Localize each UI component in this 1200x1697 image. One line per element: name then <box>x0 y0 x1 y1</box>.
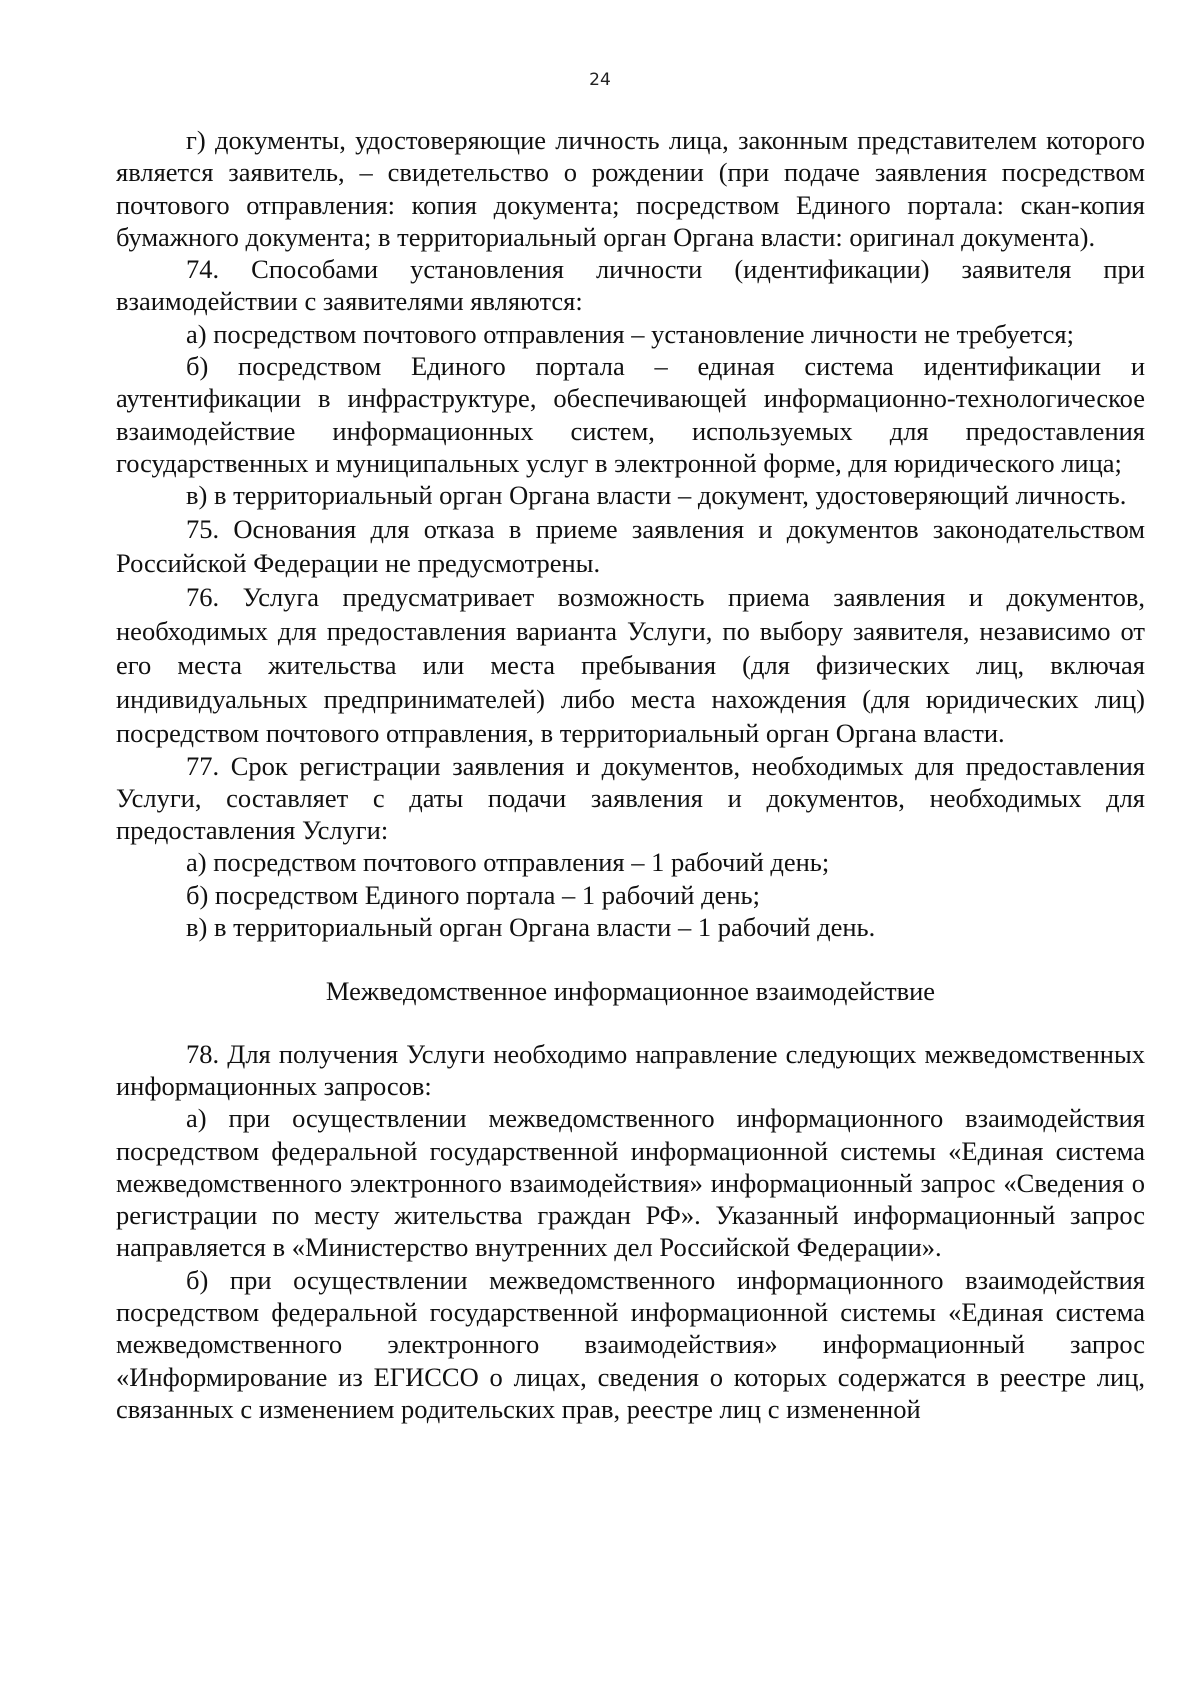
paragraph-77-b: б) посредством Единого портала – 1 рабочий день; <box>186 879 760 910</box>
document-body <box>116 124 1145 1425</box>
paragraph-76: 76. Услуга предусматривает возможность приема заявления и документов, необходимых для предоставления варианта Услуги, по выбору заявителя, независимо от его места жительства или места пребывания (для физических лиц, включая индивидуальных предпринимателей) либо места нахождения (для юридических лиц) посредством почтового отправления, в территориальный орган Органа власти. <box>116 581 1145 748</box>
paragraph-75: 75. Основания для отказа в приеме заявления и документов законодательством Российской Федерации не предусмотрены. <box>116 513 1145 578</box>
paragraph-77: 77. Срок регистрации заявления и документов, необходимых для предоставления Услуги, составляет с даты подачи заявления и документов, необходимых для предоставления Услуги: <box>116 750 1145 846</box>
paragraph-78-a: а) при осуществлении межведомственного информационного взаимодействия посредством федеральной государственной информационной системы «Единая система межведомственного электронного взаимодействия» информационный запрос «Сведения о регистрации по месту жительства граждан РФ». Указанный информационный запрос направляется в «Министерство внутренних дел Российской Федерации». <box>116 1103 1145 1263</box>
page-number: 24 <box>589 70 611 90</box>
paragraph-74-v: в) в территориальный орган Органа власти – документ, удостоверяющий личность. <box>186 480 1127 511</box>
paragraph-73-g: г) документы, удостоверяющие личность лица, законным представителем которого является заявитель, – свидетельство о рождении (при подаче заявления посредством почтового отправления: копия документа; посредством Единого портала: скан-копия бумажного документа; в территориальный орган Органа власти: оригинал документа). <box>116 125 1145 252</box>
section-heading: Межведомственное информационное взаимодействие <box>325 976 936 1007</box>
paragraph-74-b: б) посредством Единого портала – единая система идентификации и аутентификации в инфраструктуре, обеспечивающей информационно-технологическое взаимодействие информационных систем, используемых для предоставления государственных и муниципальных услуг в электронной форме, для юридического лица; <box>116 351 1145 478</box>
paragraph-77-v: в) в территориальный орган Органа власти – 1 рабочий день. <box>186 912 876 943</box>
paragraph-77-a: а) посредством почтового отправления – 1 рабочий день; <box>186 847 830 878</box>
paragraph-74: 74. Способами установления личности (идентификации) заявителя при взаимодействии с заявителями являются: <box>116 254 1145 317</box>
paragraph-78-b: б) при осуществлении межведомственного информационного взаимодействия посредством федеральной государственной информационной системы «Единая система межведомственного электронного взаимодействия» информационный запрос «Информирование из ЕГИССО о лицах, сведения о которых содержатся в реестре лиц, связанных с изменением родительских прав, реестре лиц с измененной <box>116 1264 1145 1424</box>
paragraph-74-a: а) посредством почтового отправления – установление личности не требуется; <box>186 318 1074 349</box>
paragraph-78: 78. Для получения Услуги необходимо направление следующих межведомственных информационных запросов: <box>116 1038 1145 1101</box>
